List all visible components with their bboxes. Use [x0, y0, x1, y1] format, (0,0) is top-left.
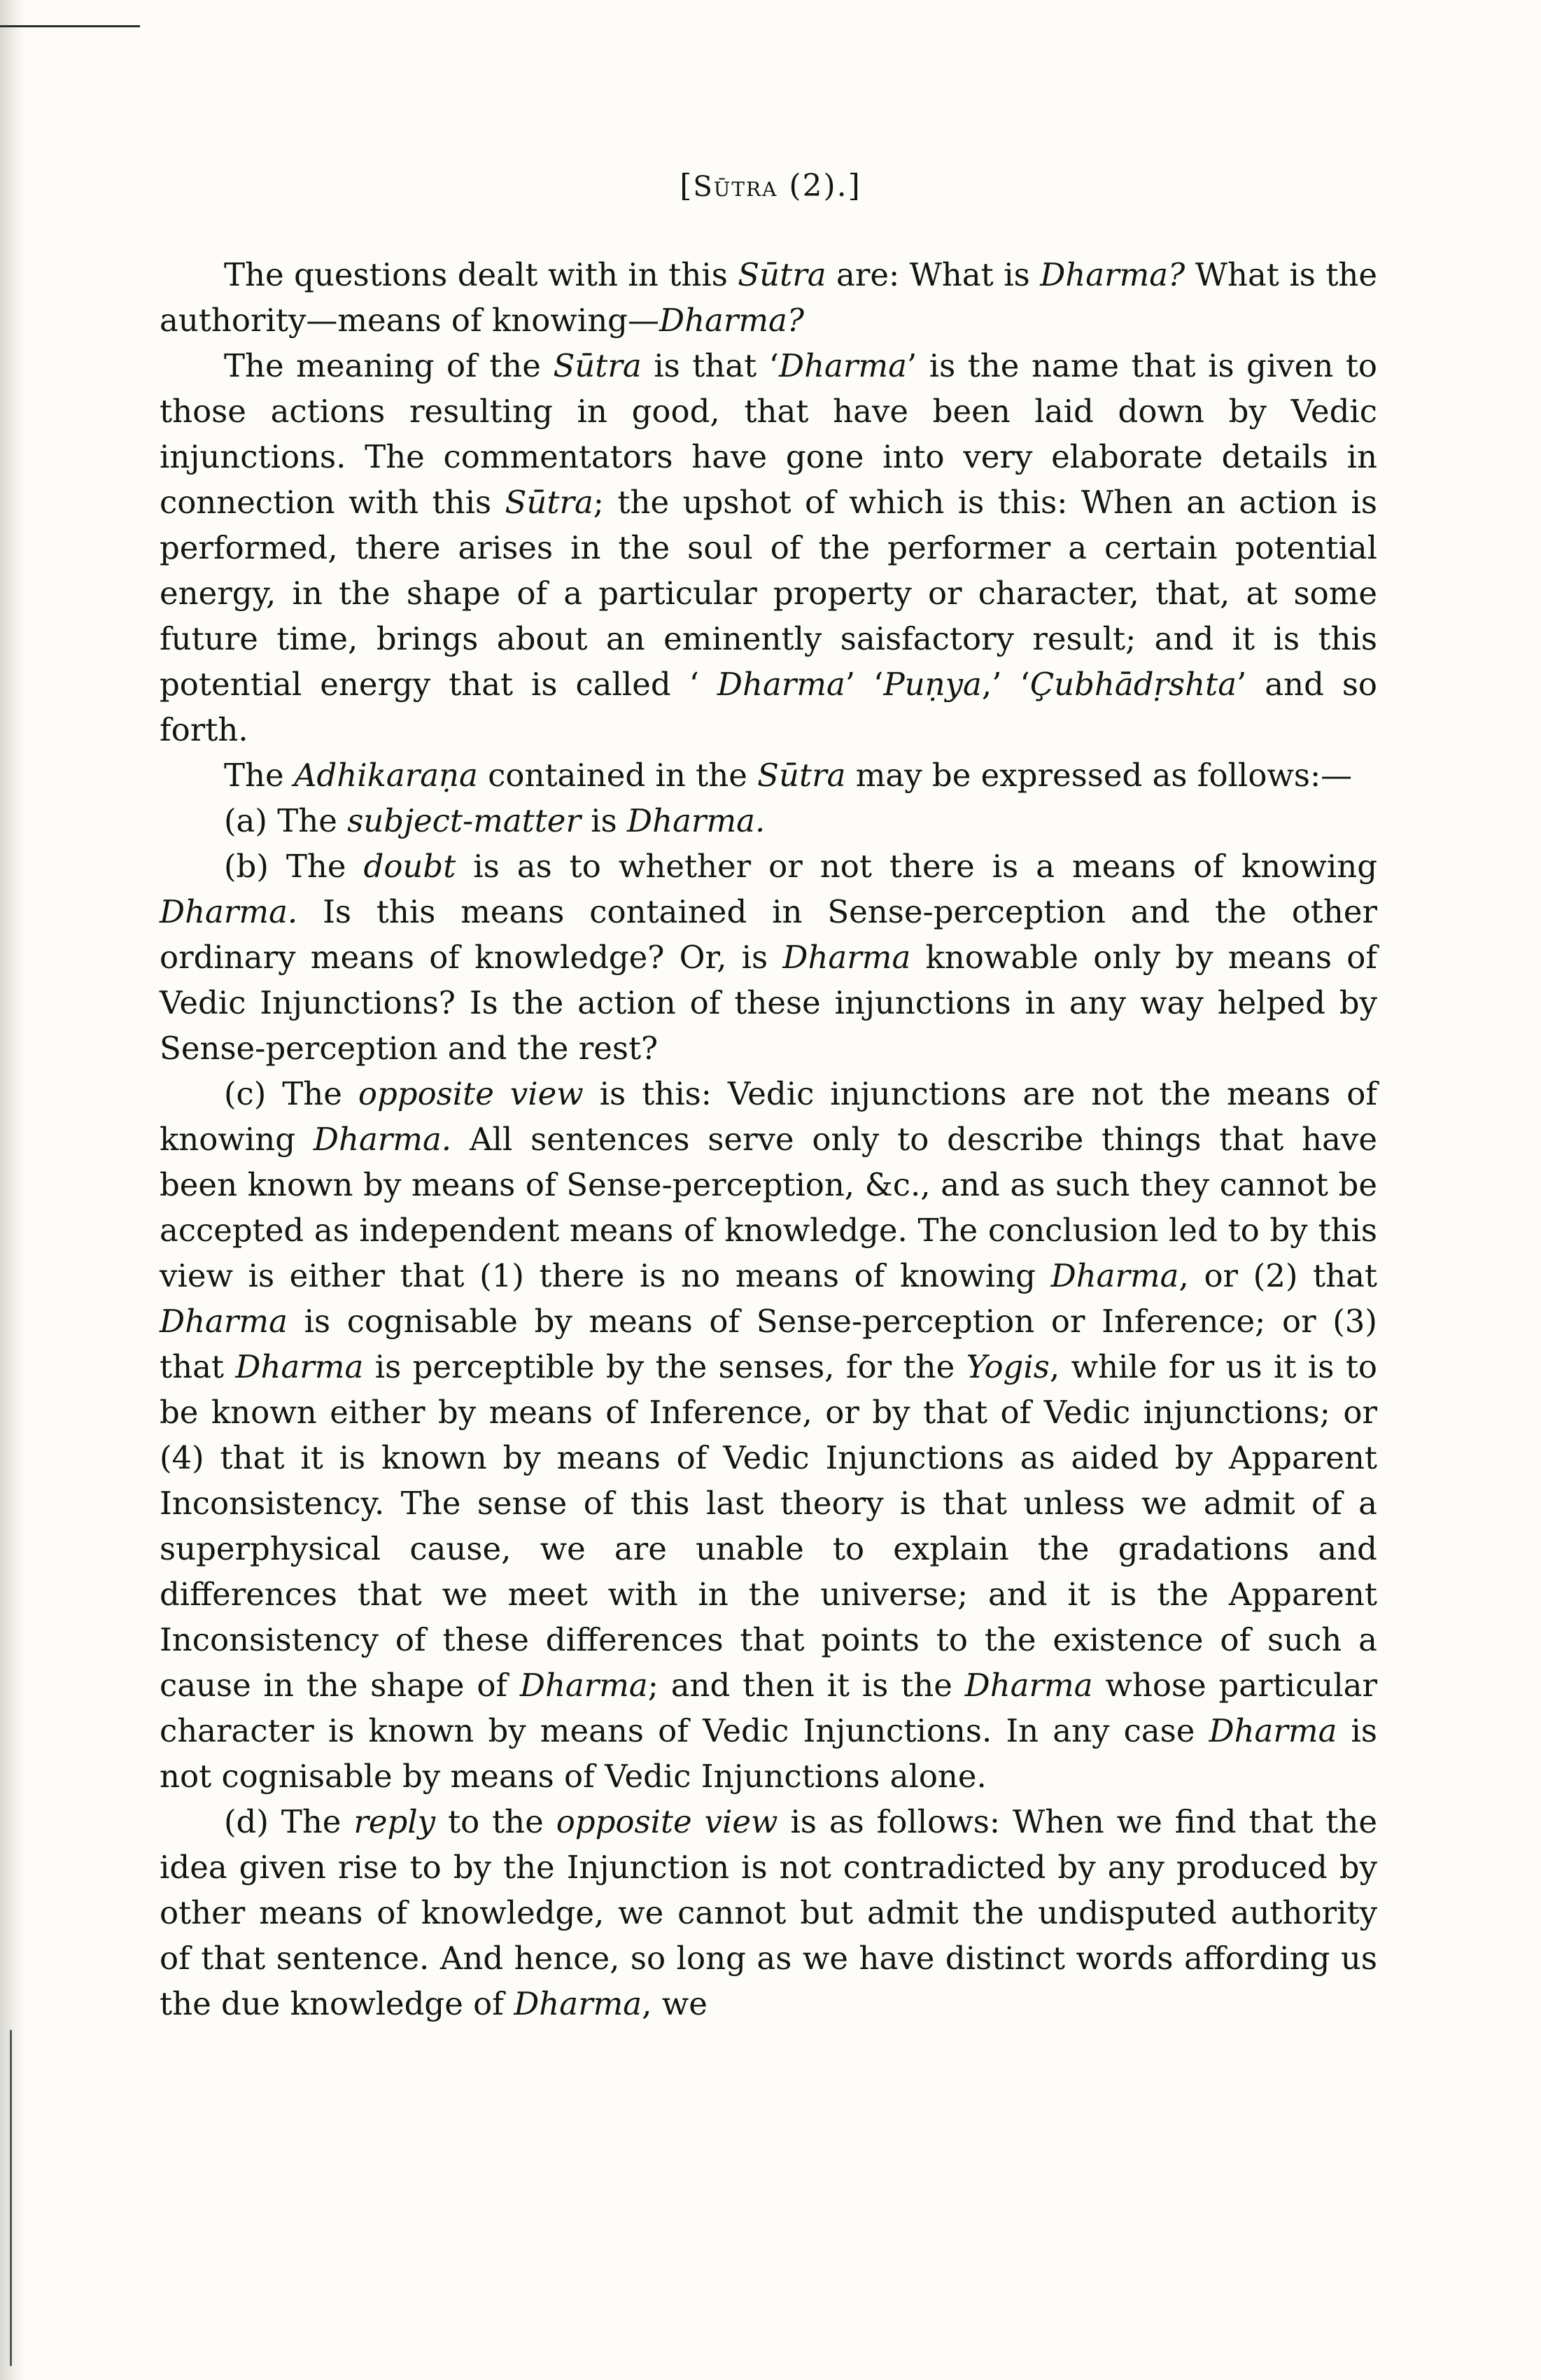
italic-term: Dharma — [519, 1667, 648, 1704]
paragraph-opposite-view: (c) The opposite view is this: Vedic injunctions are not the means of knowing Dharma. All sentences serve only to describe things that have been known by means of Sense-perception, &c., and as such they cannot be accepted as independent means of knowledge. The conclusion led to by this view is either that (1) there is no means of knowing Dharma, or (2) that Dharma is cognisable by means of Sense-perception or Inference; or (3) that Dharma is perceptible by the senses, for the Yogis, while for us it is to be known either by means of Inference, or by that of Vedic injunctions; or (4) that it is known by means of Vedic Injunctions as aided by Apparent Inconsistency. The sense of this last theory is that unless we admit of a superphysical cause, we are unable to explain the gradations and differences that we meet with in the universe; and it is the Apparent Inconsistency of these differences that points to the existence of such a cause in the shape of Dharma; and then it is the Dharma whose particular character is known by means of Vedic Injunctions. In any case Dharma is not cognisable by means of Vedic Injunctions alone. — [160, 1075, 1378, 1795]
italic-term: Sūtra — [757, 757, 846, 794]
scan-left-mark — [10, 2030, 12, 2366]
italic-term: Dharma — [1209, 1712, 1337, 1749]
italic-term: Dharma — [160, 1303, 288, 1340]
italic-term: Yogis — [966, 1348, 1050, 1385]
italic-term: Puṇya — [883, 666, 982, 703]
italic-term: Dharma. — [160, 893, 298, 930]
italic-term: Dharma — [1050, 1257, 1179, 1294]
paragraph-subject-matter: (a) The subject-matter is Dharma. — [224, 802, 766, 839]
sutra-heading — [0, 168, 1541, 204]
italic-term: Sūtra — [553, 347, 642, 384]
italic-term: reply — [353, 1803, 436, 1840]
italic-term: Çubhādṛshta — [1029, 666, 1237, 703]
italic-term: doubt — [363, 848, 456, 885]
italic-term: Dharma — [779, 347, 907, 384]
italic-term: Dharma? — [659, 302, 805, 339]
italic-term: opposite view — [556, 1803, 778, 1840]
italic-term: subject-matter — [347, 802, 581, 839]
italic-term: Dharma. — [627, 802, 766, 839]
paragraph-adhikarana: The Adhikaraṇa contained in the Sūtra may be expressed as follows:— — [224, 757, 1353, 794]
italic-term: Dharma — [964, 1667, 1093, 1704]
paragraph-meaning: The meaning of the Sūtra is that ‘Dharma’ is the name that is given to those actions resulting in good, that have been laid down by Vedic injunctions. The commentators have gone into very elaborate details in connection with this Sūtra; the upshot of which is this: When an action is performed, there arises in the soul of the performer a certain potential energy, in the shape of a particular property or character, that, at some future time, brings about an eminently saisfactory result; and it is this potential energy that is called ‘ Dharma’ ‘Puṇya,’ ‘Çubhādṛshta’ and so forth. — [160, 347, 1377, 748]
scan-top-mark — [0, 25, 140, 27]
italic-term: Dharma. — [313, 1121, 452, 1158]
heading-number: (2).] — [777, 168, 861, 204]
italic-term: Dharma — [717, 666, 845, 703]
italic-term: Dharma — [782, 939, 911, 976]
italic-term: Sūtra — [505, 484, 593, 521]
italic-term: Dharma — [235, 1348, 364, 1385]
italic-term: Adhikaraṇa — [293, 757, 478, 794]
paragraph-doubt: (b) The doubt is as to whether or not there is a means of knowing Dharma. Is this means contained in Sense-perception and the other ordinary means of knowledge? Or, is Dharma knowable only by means of Vedic Injunctions? Is the action of these injunctions in any way helped by Sense-perception and the rest? — [160, 848, 1378, 1067]
scan-binding-shadow — [0, 0, 24, 2380]
italic-term: Dharma — [514, 1985, 642, 2022]
italic-term: opposite view — [358, 1075, 584, 1112]
paragraph-reply: (d) The reply to the opposite view is as follows: When we find that the idea given rise to by the Injunction is not contradicted by any produced by other means of knowledge, we cannot but admit the undisputed authority of that sentence. And hence, so long as we have distinct words affording us the due knowledge of Dharma, we — [160, 1803, 1377, 2022]
heading-bracket: [ — [680, 168, 694, 204]
heading-word: Sūtra — [693, 171, 778, 203]
paragraph-questions: The questions dealt with in this Sūtra are: What is Dharma? What is the authority—means of knowing—Dharma? — [160, 256, 1378, 339]
italic-term: Sūtra — [738, 256, 826, 293]
body-text — [160, 252, 1377, 2026]
italic-term: Dharma? — [1040, 256, 1185, 293]
